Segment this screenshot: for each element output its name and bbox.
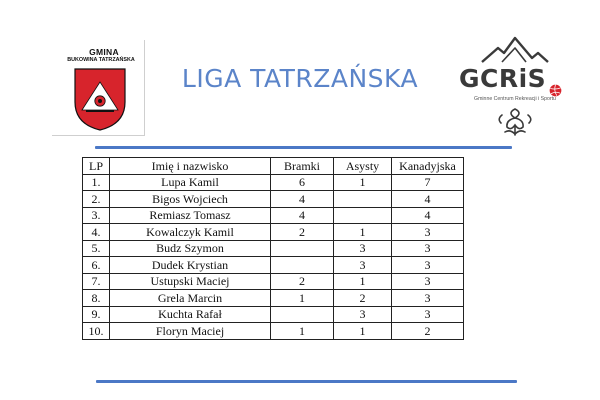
cell-canadian: 2 [392, 323, 464, 340]
col-canadian: Kanadyjska [392, 158, 464, 175]
cell-goals: 1 [271, 290, 334, 307]
col-assists: Asysty [334, 158, 392, 175]
gmina-name: BUKOWINA TATRZAŃSKA [67, 57, 135, 63]
table-row [83, 224, 464, 241]
gmina-logo [52, 40, 145, 136]
cell-goals [271, 240, 334, 257]
table-row [83, 273, 464, 290]
cell-lp: 7. [83, 273, 110, 290]
cell-name: Remiasz Tomasz [110, 207, 271, 224]
col-goals: Bramki [271, 158, 334, 175]
cell-canadian: 3 [392, 290, 464, 307]
cell-name: Ustupski Maciej [110, 273, 271, 290]
table-row [83, 207, 464, 224]
cell-lp: 6. [83, 257, 110, 274]
cell-goals: 2 [271, 224, 334, 241]
col-name: Imię i nazwisko [110, 158, 271, 175]
table-header-row [83, 158, 464, 175]
cell-goals [271, 257, 334, 274]
cell-name: Dudek Krystian [110, 257, 271, 274]
cell-assists: 1 [334, 174, 392, 191]
cell-canadian: 4 [392, 207, 464, 224]
cell-lp: 8. [83, 290, 110, 307]
cell-name: Kowalczyk Kamil [110, 224, 271, 241]
cell-assists: 3 [334, 306, 392, 323]
table-row [83, 257, 464, 274]
cell-assists [334, 191, 392, 208]
cell-lp: 3. [83, 207, 110, 224]
table-row [83, 240, 464, 257]
page-title: LIGA TATRZAŃSKA [181, 64, 419, 93]
gcris-wordmark [459, 64, 571, 92]
top-divider [95, 146, 512, 149]
cell-assists: 1 [334, 224, 392, 241]
gcris-text: GCRiS [459, 64, 547, 93]
cell-assists: 1 [334, 273, 392, 290]
cell-name: Kuchta Rafał [110, 306, 271, 323]
cell-name: Lupa Kamil [110, 174, 271, 191]
cell-canadian: 3 [392, 224, 464, 241]
cell-canadian: 3 [392, 240, 464, 257]
cell-lp: 2. [83, 191, 110, 208]
cell-lp: 4. [83, 224, 110, 241]
cell-lp: 10. [83, 323, 110, 340]
cell-canadian: 4 [392, 191, 464, 208]
cell-goals: 4 [271, 191, 334, 208]
mountain-icon [480, 36, 550, 64]
cell-lp: 5. [83, 240, 110, 257]
cell-goals: 4 [271, 207, 334, 224]
col-lp: LP [83, 158, 110, 175]
table-row [83, 306, 464, 323]
cell-canadian: 3 [392, 257, 464, 274]
cell-goals: 2 [271, 273, 334, 290]
cell-lp: 1. [83, 174, 110, 191]
table-row [83, 174, 464, 191]
cell-assists: 2 [334, 290, 392, 307]
folk-ornament-icon [493, 107, 537, 137]
cell-assists: 3 [334, 240, 392, 257]
gcris-logo [440, 36, 590, 136]
cell-goals: 6 [271, 174, 334, 191]
table-header [83, 158, 464, 175]
gcris-tagline: Gminne Centrum Rekreacji i Sportu [474, 96, 556, 102]
cell-lp: 9. [83, 306, 110, 323]
cell-canadian: 3 [392, 273, 464, 290]
cell-canadian: 7 [392, 174, 464, 191]
cell-name: Budz Szymon [110, 240, 271, 257]
cell-goals [271, 306, 334, 323]
scorers-table [82, 157, 464, 340]
cell-name: Grela Marcin [110, 290, 271, 307]
table-row [83, 323, 464, 340]
cell-assists: 3 [334, 257, 392, 274]
cell-name: Floryn Maciej [110, 323, 271, 340]
table-row [83, 290, 464, 307]
cell-canadian: 3 [392, 306, 464, 323]
gmina-label: GMINA [89, 47, 119, 57]
table-row [83, 191, 464, 208]
coat-of-arms-icon [72, 66, 128, 132]
cell-assists [334, 207, 392, 224]
cell-assists: 1 [334, 323, 392, 340]
cell-name: Bigos Wojciech [110, 191, 271, 208]
bottom-divider [96, 380, 517, 383]
cell-goals: 1 [271, 323, 334, 340]
